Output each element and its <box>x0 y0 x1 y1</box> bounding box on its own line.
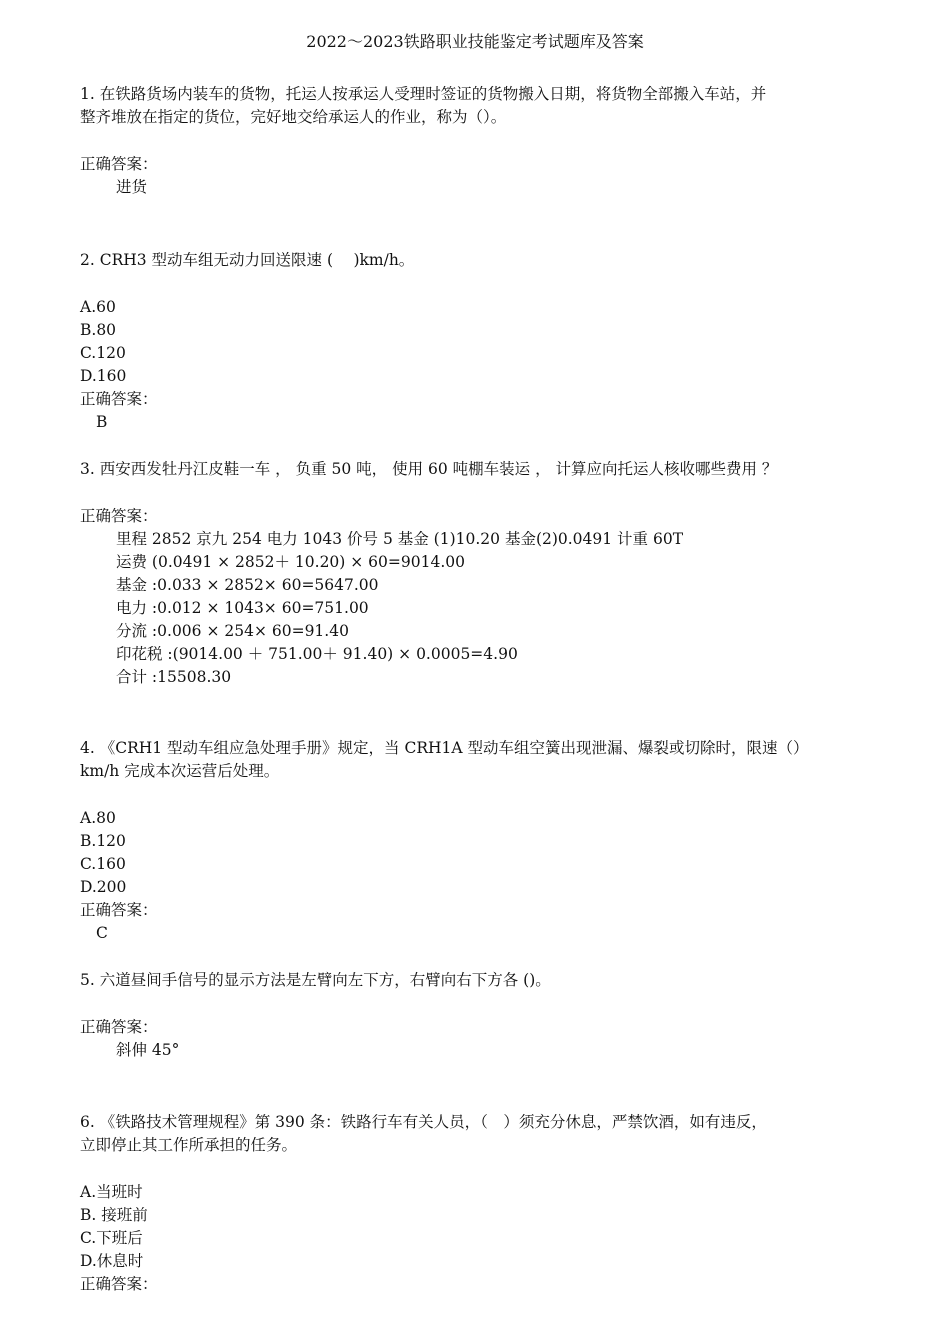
question-6-option-b: B. 接班前 <box>80 1206 148 1224</box>
question-1-answer: 进货 <box>116 178 148 196</box>
question-2-option-b: B.80 <box>80 321 117 339</box>
question-3-answer-line: 合计 :15508.30 <box>116 668 232 686</box>
question-2-option-a: A.60 <box>80 298 116 316</box>
question-3-stem: 3. 西安西发牡丹江皮鞋一车 ， 负重 50 吨， 使用 60 吨棚车装运 ， 计算应向托运人核收哪些费用 ？ <box>80 460 778 478</box>
question-4-stem-line2: km/h 完成本次运营后处理。 <box>80 762 280 780</box>
question-1-answer-label: 正确答案： <box>80 155 158 173</box>
question-4-answer: C <box>96 924 108 942</box>
question-4-option-c: C.160 <box>80 855 126 873</box>
question-6-stem-line2: 立即停止其工作所承担的任务。 <box>80 1136 298 1154</box>
question-4-option-d: D.200 <box>80 878 127 896</box>
question-3-answer-line: 电力 :0.012 × 1043× 60=751.00 <box>116 599 369 617</box>
question-4-option-a: A.80 <box>80 809 116 827</box>
question-1-stem-line2: 整齐堆放在指定的货位，完好地交给承运人的作业，称为（）。 <box>80 108 507 126</box>
question-3-answer-line: 运费 (0.0491 × 2852＋ 10.20) × 60=9014.00 <box>116 553 465 571</box>
question-4-stem-line1: 4. 《CRH1 型动车组应急处理手册》规定，当 CRH1A 型动车组空簧出现泄漏、爆裂或切除时，限速（） <box>80 739 809 757</box>
question-5-answer: 斜伸 45° <box>116 1041 180 1059</box>
document-title: 2022～2023铁路职业技能鉴定考试题库及答案 <box>306 32 644 51</box>
question-4-option-b: B.120 <box>80 832 126 850</box>
question-3-answer-line: 印花税 :(9014.00 ＋ 751.00＋ 91.40) × 0.0005=4.90 <box>116 645 518 663</box>
question-5-stem: 5. 六道昼间手信号的显示方法是左臂向左下方，右臂向右下方各 ()。 <box>80 971 551 989</box>
question-6-option-a: A.当班时 <box>80 1183 143 1201</box>
question-1-stem-line1: 1. 在铁路货场内装车的货物，托运人按承运人受理时签证的货物搬入日期，将货物全部搬入车站，并 <box>80 85 767 103</box>
question-6-answer-label: 正确答案： <box>80 1275 158 1293</box>
question-3-answer-line: 分流 :0.006 × 254× 60=91.40 <box>116 622 349 640</box>
question-2-answer-label: 正确答案： <box>80 390 158 408</box>
question-2-stem: 2. CRH3 型动车组无动力回送限速 ( )km/h。 <box>80 251 415 269</box>
question-4-answer-label: 正确答案： <box>80 901 158 919</box>
question-6-option-d: D.休息时 <box>80 1252 144 1270</box>
question-3-answer-line: 基金 :0.033 × 2852× 60=5647.00 <box>116 576 379 594</box>
question-2-option-d: D.160 <box>80 367 127 385</box>
question-6-stem-line1: 6. 《铁路技术管理规程》第 390 条：铁路行车有关人员，（ ）须充分休息，严禁饮酒，如有违反， <box>80 1113 767 1131</box>
question-3-answer-line: 里程 2852 京九 254 电力 1043 价号 5 基金 (1)10.20 基金(2)0.0491 计重 60T <box>116 530 684 548</box>
question-3-answer-label: 正确答案： <box>80 507 158 525</box>
question-6-option-c: C.下班后 <box>80 1229 143 1247</box>
question-5-answer-label: 正确答案： <box>80 1018 158 1036</box>
question-2-answer: B <box>96 413 108 431</box>
question-2-option-c: C.120 <box>80 344 126 362</box>
